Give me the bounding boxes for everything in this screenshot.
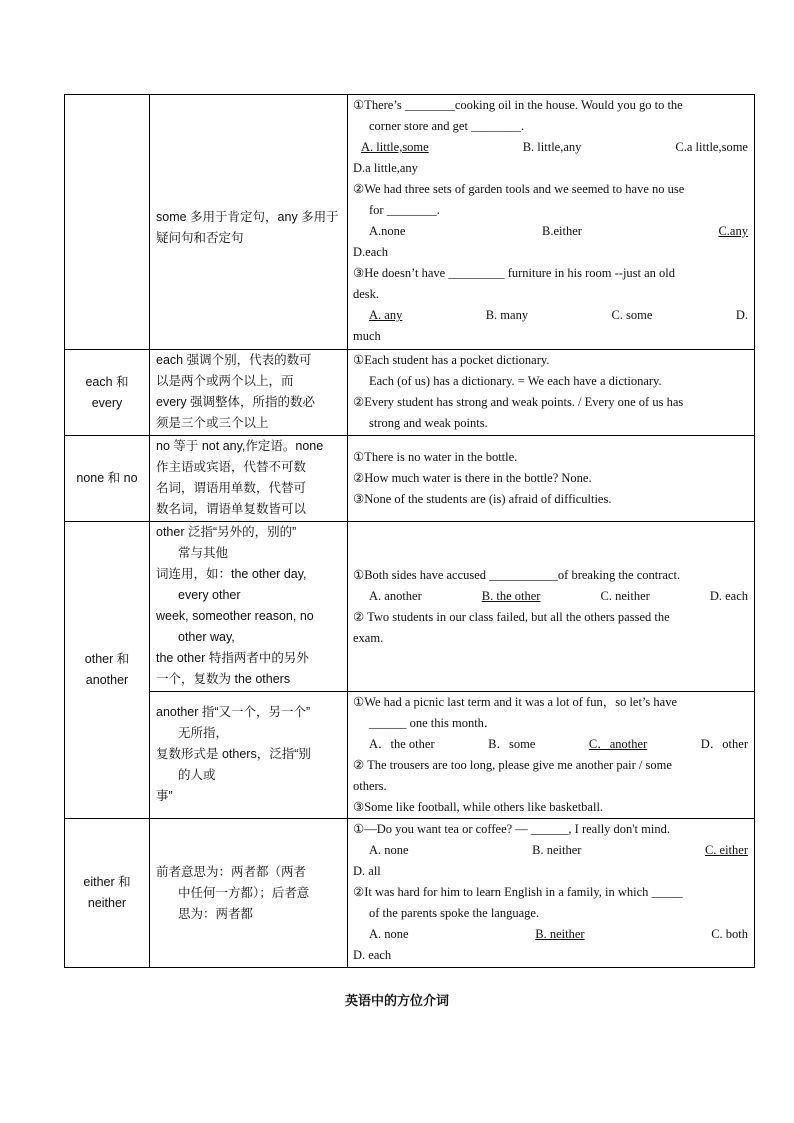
explanation-line: other 泛指“另外的，别的” [156,525,297,539]
question-line: ①We had a picnic last term and it was a lot of fun，so let’s have [353,695,677,709]
answer-option-correct: C.any [718,224,748,238]
row-label-some-any [65,95,150,350]
question-line: of the parents spoke the language. [369,906,540,920]
explanation-line: week, someother reason, no [156,609,314,623]
question-line: ③Some like football, while others like basketball. [353,800,604,814]
explanation-line: another 指“又一个，另一个” [156,705,311,719]
explanation-line: 前者意思为：两者都（两者 [156,864,307,879]
explanation-text: some 多用于肯定句，any 多用于疑问句和否定句 [156,210,339,245]
row-label-line: another [85,673,129,687]
examples-cell [348,436,755,522]
answer-option: C. some [611,308,653,322]
table-row-each-every [65,350,755,436]
answer-option: B. little,any [522,140,582,154]
answer-option-correct: B. neither [535,927,585,941]
explanation-line: other way, [178,630,235,644]
answer-option: D.a little,any [353,161,418,175]
question-line: ②We had three sets of garden tools and we seemed to have no use [353,182,685,196]
question-line: ①There’s ________cooking oil in the house. Would you go to the [353,98,683,112]
explanation-cell [150,436,348,522]
answer-option: B. many [485,308,529,322]
explanation-cell [150,522,348,692]
explanation-line: 以是两个或两个以上，而 [156,374,294,388]
answer-option-correct: C．another [588,737,648,751]
row-label [65,436,150,522]
example-line: ①There is no water in the bottle. [353,450,518,464]
row-label-line: either 和 [83,875,131,889]
answer-option: D. each [353,948,392,962]
question-line: exam. [353,630,384,645]
table-row-either-neither [65,819,755,968]
answer-option: C. neither [600,588,650,603]
table-row-other [65,522,755,692]
options-row [353,221,748,242]
answer-option: B. neither [532,843,582,857]
answer-option: D. all [353,864,381,878]
answer-option: D.each [353,245,389,259]
table-row-another [65,692,755,819]
question-line: ______ one this month． [369,716,497,730]
row-label-line: none 和 no [76,471,138,485]
explanation-line: 词连用，如：the other day, [156,567,307,581]
question-line: ② Two students in our class failed, but all the others passed the [353,609,670,624]
explanation-line: 中任何一方都）；后者意 [178,885,310,900]
row-label [65,819,150,968]
examples-cell [348,95,755,350]
question-line: others. [353,779,387,793]
answer-option-correct: A. any [369,308,403,322]
table-row-none-no [65,436,755,522]
options-row [353,137,748,158]
answer-option-correct: C. either [704,843,748,857]
row-label-line: every [91,395,123,410]
options-row [353,924,748,945]
answer-option: B．some [488,737,536,751]
row-label-line: other 和 [84,652,130,666]
answer-option: D．other [700,737,748,751]
answer-option: A．the other [369,737,435,751]
examples-cell [348,692,755,819]
row-label-line: each 和 [85,374,129,389]
explanation-line: the other 特指两者中的另外 [156,651,309,665]
example-line: ②How much water is there in the bottle? None. [353,471,592,485]
explanation-line: 数名词，谓语单复数皆可以 [156,502,307,516]
example-line: ②Every student has strong and weak points. / Every one of us has [353,395,684,409]
row-label [65,522,150,819]
options-row [353,840,748,861]
explanation-line: each 强调个别，代表的数可 [156,353,312,367]
explanation-line: 无所指， [178,726,229,740]
question-line: ③He doesn’t have _________ furniture in his room --just an old [353,266,676,280]
explanation-line: 名词，谓语用单数，代替可 [156,481,307,495]
examples-cell [348,522,755,692]
table-row-some-any [65,95,755,350]
grammar-table [64,94,755,968]
answer-option: A. none [369,843,409,857]
explanation-line: 一个，复数为 the others [156,672,291,686]
example-line: ①Each student has a pocket dictionary. [353,353,550,367]
question-line: ②It was hard for him to learn English in a family, in which _____ [353,885,683,899]
options-row [353,586,748,607]
explanation-line: 复数形式是 others，泛指“别 [156,747,311,761]
answer-option: C.a little,some [675,140,748,154]
answer-option: D. each [709,588,748,603]
answer-option: D. [735,308,748,322]
answer-option: much [353,329,381,343]
explanation-line: 思为：两者都 [178,906,254,921]
row-label [65,350,150,436]
question-line: ①Both sides have accused ___________of breaking the contract. [353,567,681,582]
explanation-line: 的人或 [178,768,216,782]
examples-cell [348,350,755,436]
options-row [353,305,748,326]
example-line: Each (of us) has a dictionary. = We each have a dictionary. [369,374,662,388]
explanation-cell [150,819,348,968]
explanation-line: 须是三个或三个以上 [156,416,269,430]
answer-option: A. another [369,588,422,603]
example-line: ③None of the students are (is) afraid of difficulties. [353,492,612,506]
explanation-cell [150,692,348,819]
explanation-line: 常与其他 [178,546,229,560]
explanation-cell [150,95,348,350]
answer-option: A.none [369,224,406,238]
explanation-line: every 强调整体，所指的数必 [156,395,316,409]
question-line: corner store and get ________. [369,119,525,133]
answer-option-correct: B. the other [481,588,541,603]
answer-option: B.either [542,224,582,238]
examples-cell [348,819,755,968]
question-line: for ________. [369,203,440,217]
section-title: 英语中的方位介词 [344,994,449,1009]
explanation-line: every other [178,588,241,602]
question-line: desk. [353,287,380,301]
question-line: ② The trousers are too long, please give me another pair / some [353,758,672,772]
answer-option-correct: A. little,some [361,140,429,154]
options-row [353,734,748,755]
explanation-cell [150,350,348,436]
answer-option: C. both [711,927,748,941]
explanation-line: 作主语或宾语，代替不可数 [156,460,307,474]
question-line: ①—Do you want tea or coffee? — ______, I really don't mind. [353,822,670,836]
answer-option: A. none [369,927,409,941]
explanation-line: no 等于 not any,作定语。none [156,439,324,453]
example-line: strong and weak points. [369,416,488,430]
row-label-line: neither [87,896,127,910]
explanation-line: 事” [156,789,173,803]
